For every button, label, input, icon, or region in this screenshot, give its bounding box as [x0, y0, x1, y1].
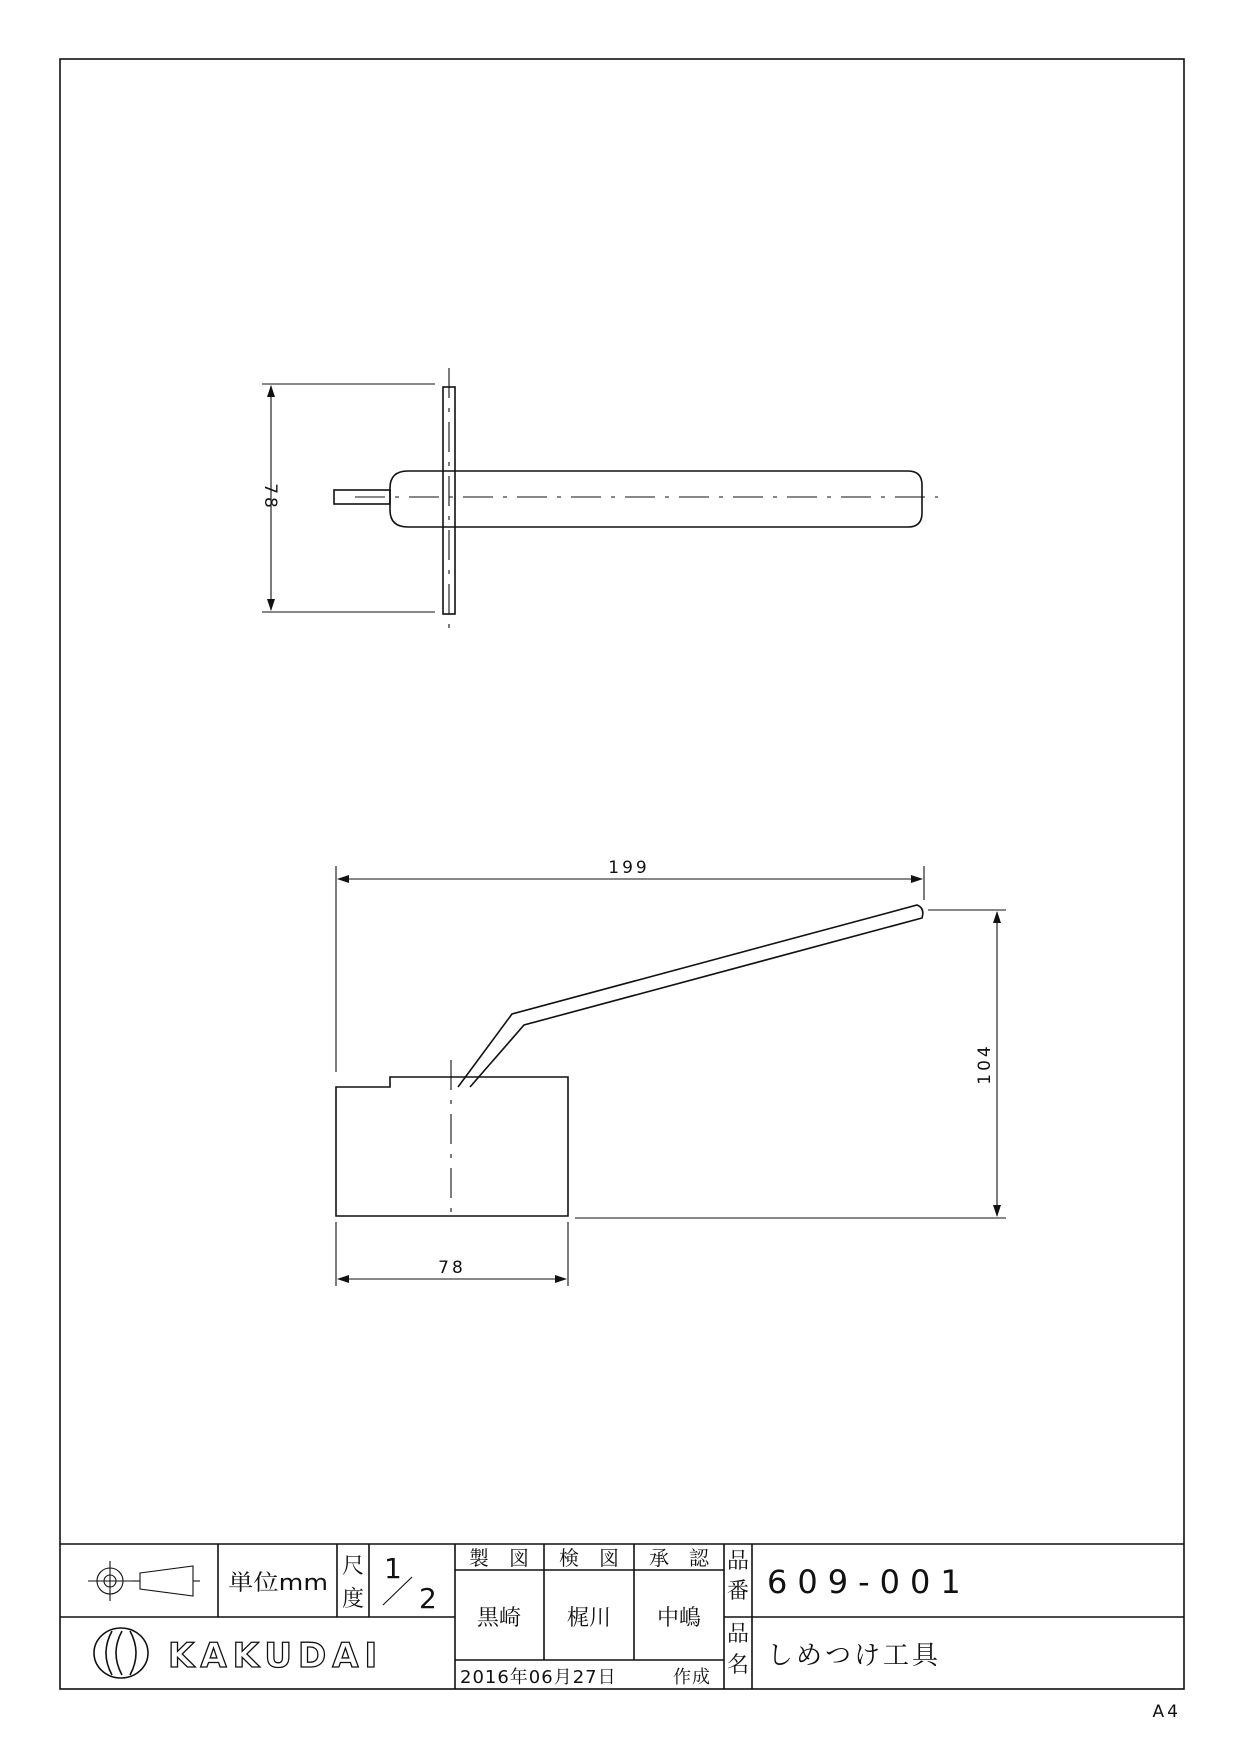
company-name: KAKUDAI — [168, 1636, 384, 1676]
front-view — [336, 858, 1006, 1286]
created-label: 作成 — [673, 1667, 711, 1688]
unit-label: 単位mm — [228, 1571, 328, 1596]
front-view-body-dimension-label: 78 — [438, 1258, 466, 1278]
front-view-lever — [458, 905, 923, 1087]
part-name-label-top: 品 — [727, 1622, 750, 1647]
scale-numerator: 1 — [384, 1552, 402, 1585]
part-number-label-bottom: 番 — [727, 1579, 750, 1604]
top-view — [260, 368, 938, 632]
drafted-by: 黒崎 — [476, 1606, 522, 1631]
scale-label-top: 尺 — [342, 1554, 365, 1579]
part-name-label-bottom: 名 — [727, 1653, 750, 1678]
part-number-label-top: 品 — [727, 1549, 750, 1574]
part-number: 609-001 — [767, 1563, 971, 1601]
third-angle-projection-icon — [88, 1561, 200, 1601]
scale-label-bottom: 度 — [342, 1587, 365, 1612]
drafted-label: 製 図 — [469, 1546, 529, 1570]
top-view-bar-outline — [390, 471, 922, 527]
checked-by: 梶川 — [566, 1606, 612, 1631]
part-name: しめつけ工具 — [767, 1641, 942, 1671]
front-view-width-dimension-label: 199 — [608, 858, 650, 878]
approved-by: 中嶋 — [656, 1606, 702, 1631]
kakudai-logo-icon — [94, 1628, 148, 1678]
paper-size-label: A4 — [1152, 1702, 1181, 1722]
front-view-height-dimension-label: 104 — [975, 1043, 995, 1085]
approved-label: 承 認 — [649, 1546, 709, 1570]
front-view-body — [336, 1077, 568, 1216]
drawing-date: 2016年06月27日 — [460, 1667, 617, 1688]
title-block — [60, 1544, 1184, 1689]
scale-denominator: 2 — [419, 1582, 437, 1615]
top-view-dimension-label: 78 — [260, 483, 280, 511]
checked-label: 検 図 — [559, 1546, 619, 1570]
